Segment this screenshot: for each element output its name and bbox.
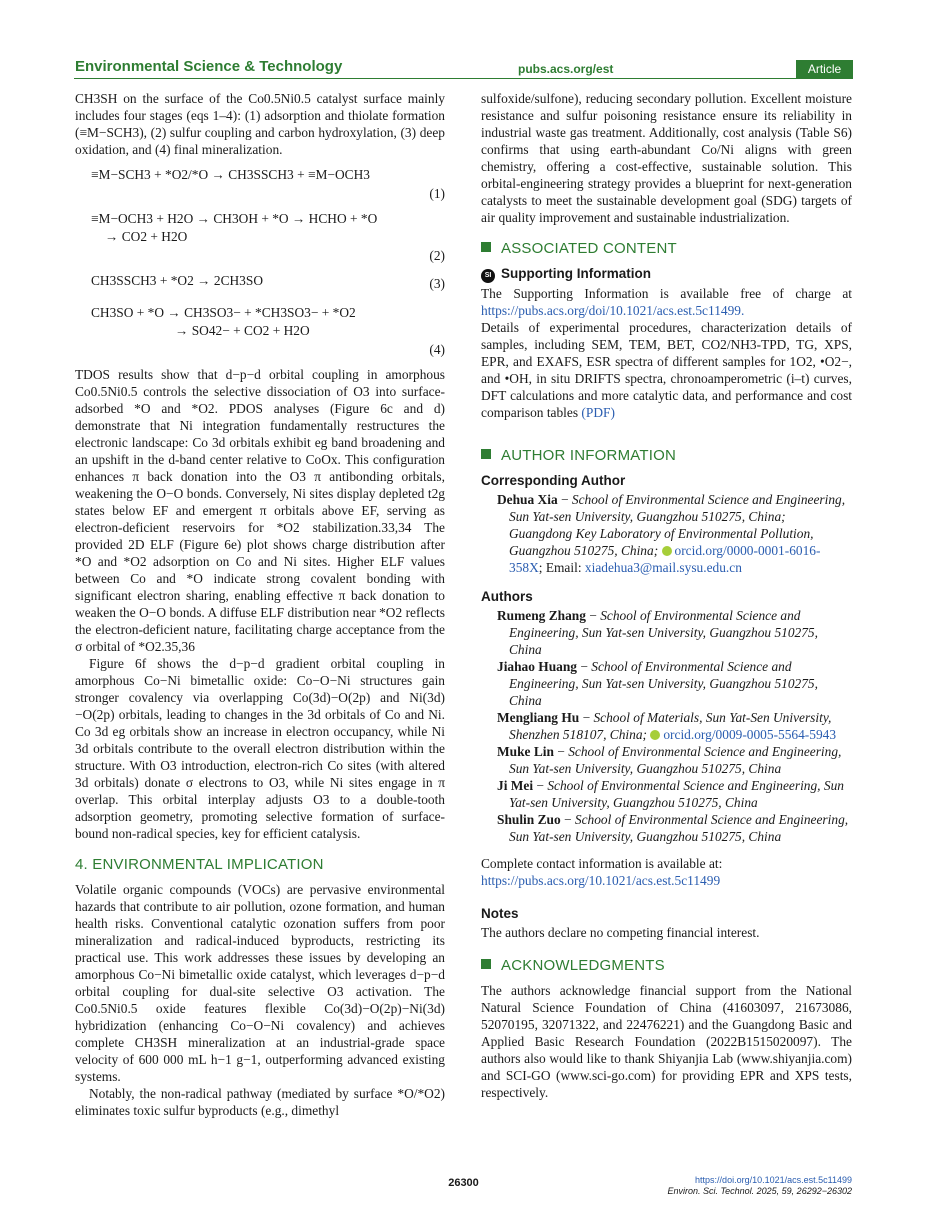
acknowledgments-text: The authors acknowledge financial support from the National Natural Science Foundation of China (41603097, 21673086, 52070195, 32071322, and 22476221) and the Guangdong Basic and Applied Basic Research Foundation (2022B1515020097). The authors also would like to thank Shiyanjia Lab (www.shiyanjia.com) and SCI-GO (www.sci-go.com) for providing EPR and XPS tests, respectively. bbox=[481, 983, 852, 1100]
corresponding-author-entry: Dehua Xia − School of Environmental Science and Engineering, Sun Yat-sen University, Guangzhou 510275, China; Guangdong Key Laboratory of Environmental Pollution, Guangzhou 510275, China; orcid.org/0000-0001-6016-358X; Email: xiadehua3@mail.sysu.edu.cn bbox=[497, 492, 846, 575]
right-column bbox=[481, 90, 852, 1101]
supporting-info-title: Supporting Information bbox=[501, 266, 651, 281]
paragraph-stages: CH3SH on the surface of the Co0.5Ni0.5 catalyst surface mainly includes four stages (eqs 1–4): (1) adsorption and thiolate formation (≡M−SCH3), (2) sulfur coupling and carbon hydroxylation, (3) deep oxidation, and (4) final mineralization. bbox=[75, 91, 445, 157]
paragraph-figure-6f: Figure 6f shows the d−p−d gradient orbital coupling in amorphous Co−Ni bimetallic oxide: Co−O−Ni structures gain stronger covalency via overlapping Co(3d)−O(2p) and Ni(3d)−O(2p) orbitals, leading to changes in the 3d orbitals of Co and Ni. Co 3d eg orbitals show an increase in electron occupancy, while Ni 3d orbitals contribute to the overall electron distribution within the structure. With O3 introduction, electron-rich Co sites (with altered 3d orbitals) donate σ electrons to O3, while Ni sites engage in π overlap. This orbital interplay adjusts O3 to a double-tooth adsorption geometry, promoting selective formation of surface-bound non-radical species, key for efficient catalysis. bbox=[75, 656, 445, 841]
page-number: 26300 bbox=[448, 1177, 479, 1189]
equation-2-continuation: → CO2 + H2O bbox=[105, 229, 188, 244]
section-4-title: 4. ENVIRONMENTAL IMPLICATION bbox=[75, 856, 324, 873]
equation-4-text: CH3SO + *O → CH3SO3− + *CH3SO3− + *O2 bbox=[91, 305, 356, 320]
article-badge: Article bbox=[796, 60, 853, 78]
author-affiliation: School of Materials, Sun Yat-Sen University, Shenzhen 518107, China; bbox=[509, 710, 832, 742]
author-affiliation: School of Environmental Science and Engineering, Sun Yat-sen University, Guangzhou 510275, China bbox=[509, 608, 818, 657]
author-affiliation: School of Environmental Science and Engineering, Sun Yat-sen University, Guangzhou 510275, China bbox=[509, 659, 818, 708]
orcid-link[interactable]: orcid.org/0009-0005-5564-5943 bbox=[663, 727, 837, 742]
orcid-icon bbox=[662, 546, 672, 556]
author-entry: Mengliang Hu − School of Materials, Sun Yat-Sen University, Shenzhen 518107, China; orcid.org/0009-0005-5564-5943 bbox=[497, 710, 837, 742]
footer-doi-link[interactable]: https://doi.org/10.1021/acs.est.5c11499 bbox=[695, 1175, 852, 1185]
left-column bbox=[75, 90, 445, 1119]
equation-1-number: (1) bbox=[429, 186, 445, 201]
author-name: Rumeng Zhang bbox=[497, 608, 586, 623]
paragraph-sulfoxide: sulfoxide/sulfone), reducing secondary pollution. Excellent moisture resistance and sulfur poisoning resistance ensure its reliability in industrial waste gas treatment. Additionally, cost analysis (Table S6) confirms that using earth-abundant Co/Ni aligns with green chemistry, offering a cost-effective, sustainable solution. This orbital-engineering strategy provides a blueprint for next-generation catalysts to meet the sustainable development goal (SDG) targets of air quality improvement and sustainable industrialization. bbox=[481, 91, 852, 225]
author-name: Mengliang Hu bbox=[497, 710, 580, 725]
si-pdf-link[interactable]: (PDF) bbox=[581, 405, 615, 420]
section-acknowledgments bbox=[481, 957, 852, 974]
author-affiliation: School of Environmental Science and Engineering, Sun Yat-sen University, Guangzhou 510275, China; Guangdong Key Laboratory of Environmental Pollution, Guangzhou 510275, China; bbox=[509, 492, 846, 558]
author-entry: Muke Lin − School of Environmental Science and Engineering, Sun Yat-sen University, Guangzhou 510275, China bbox=[497, 744, 842, 776]
journal-url[interactable]: pubs.acs.org/est bbox=[518, 62, 614, 76]
journal-title: Environmental Science & Technology bbox=[75, 58, 343, 75]
si-link[interactable]: https://pubs.acs.org/doi/10.1021/acs.est.5c11499. bbox=[481, 303, 745, 318]
equation-4 bbox=[75, 304, 445, 358]
footer-citation bbox=[667, 1175, 852, 1197]
author-entry: Rumeng Zhang − School of Environmental Science and Engineering, Sun Yat-sen University, Guangzhou 510275, China bbox=[497, 608, 818, 657]
equation-1-text: ≡M−SCH3 + *O2/*O → CH3SSCH3 + ≡M−OCH3 bbox=[91, 167, 370, 182]
supporting-info-text bbox=[481, 285, 852, 319]
contact-info bbox=[481, 855, 852, 889]
author-information-title: AUTHOR INFORMATION bbox=[501, 447, 676, 464]
equation-4-continuation: → SO42− + CO2 + H2O bbox=[175, 323, 310, 338]
paragraph-vocs: Volatile organic compounds (VOCs) are pervasive environmental hazards that contribute to air pollution, ozone formation, and human health risks. Conventional catalytic ozonation suffers from poor mineralization and radical-induced byproducts, restricting its practical use. This work addresses these issues by developing an amorphous Co−Ni bimetallic oxide catalyst, which leverages d−p−d orbital coupling for dual-site selective O3 activation. The Co0.5Ni0.5 oxide features flexible Co(3d)−O(2p)−Ni(3d) hybridization (enhancing Co−O−Ni covalency) and achieves complete CH3SH mineralization at an industrial-grade space velocity of 600 000 mL h−1 g−1, outperforming advanced existing systems. bbox=[75, 882, 445, 1084]
section-square-icon bbox=[481, 449, 491, 459]
author-entry: Shulin Zuo − School of Environmental Science and Engineering, Sun Yat-sen University, Guangzhou 510275, China bbox=[497, 812, 849, 844]
section-environmental-implication bbox=[75, 856, 445, 873]
email-label: ; Email: bbox=[538, 560, 582, 575]
paragraph-tdos: TDOS results show that d−p−d orbital coupling in amorphous Co0.5Ni0.5 controls the selective dissociation of O3 into surface-adsorbed *O and *O2. PDOS analyses (Figure 6c and d) demonstrate that Ni integration fundamentally restructures the electronic landscape: Co 3d orbitals exhibit eg band broadening and an upshift in the d-band center relative to CoOx. This configuration enhances π back donation into the O3 π antibonding orbitals, weakening the O−O bonds. Conversely, Ni sites display depleted t2g states below EF and emergent π orbitals above EF, serving as electron-deficient reservoirs for *O2 stabilization.33,34 The provided 2D ELF (Figure 6e) plot shows charge distribution after *O and *O2 adsorption on Co and Ni sites. Higher ELF values between Co and *O indicate strong covalent bonding with significant electron sharing, enabling effective π back donation to weaken the O−O bonds. A diffuse ELF distribution near *O2 reflects the electron-deficient nature, facilitating charge acceptance from the σ orbital of *O2.35,36 bbox=[75, 367, 445, 654]
associated-content-title: ASSOCIATED CONTENT bbox=[501, 240, 677, 257]
si-details-text: Details of experimental procedures, characterization details of samples, including SEM, TEM, BET, CO2/NH3-TPD, TG, XPS, EPR, and EXAFS, ESR spectra of different samples for 1O2, •O2−, and •OH, in situ DRIFTS spectra, chronoamperometric (i–t) curves, DFT calculations and more catalytic data, and performance and cost comparison tables bbox=[481, 320, 852, 420]
equation-3-text: CH3SSCH3 + *O2 → 2CH3SO bbox=[91, 273, 263, 288]
si-availability-text: The Supporting Information is available free of charge at bbox=[481, 286, 852, 301]
section-square-icon bbox=[481, 959, 491, 969]
email-link[interactable]: xiadehua3@mail.sysu.edu.cn bbox=[584, 560, 742, 575]
equation-2-number: (2) bbox=[429, 248, 445, 263]
author-affiliation: School of Environmental Science and Engineering, Sun Yat-sen University, Guangzhou 510275, China bbox=[509, 744, 842, 776]
author-list bbox=[481, 607, 852, 845]
author-name: Muke Lin bbox=[497, 744, 554, 759]
author-affiliation: School of Environmental Science and Engineering, Sun Yat-sen University, Guangzhou 510275, China bbox=[509, 778, 844, 810]
notes-heading: Notes bbox=[481, 906, 519, 921]
corresponding-author-heading: Corresponding Author bbox=[481, 473, 626, 488]
section-author-information bbox=[481, 447, 852, 464]
notes-text: The authors declare no competing financial interest. bbox=[481, 925, 760, 940]
author-entry: Jiahao Huang − School of Environmental Science and Engineering, Sun Yat-sen University, Guangzhou 510275, China bbox=[497, 659, 818, 708]
contact-text: Complete contact information is available at: bbox=[481, 856, 723, 871]
acknowledgments-title: ACKNOWLEDGMENTS bbox=[501, 957, 665, 974]
equation-3 bbox=[75, 272, 445, 292]
orcid-icon bbox=[650, 730, 660, 740]
equation-4-number: (4) bbox=[429, 342, 445, 357]
equation-2-text: ≡M−OCH3 + H2O → CH3OH + *O → HCHO + *O bbox=[91, 211, 378, 226]
equation-3-number: (3) bbox=[429, 276, 445, 291]
paragraph-non-radical: Notably, the non-radical pathway (mediated by surface *O/*O2) eliminates toxic sulfur byproducts (e.g., dimethyl bbox=[75, 1086, 445, 1118]
supporting-info-heading bbox=[481, 265, 852, 283]
author-affiliation: School of Environmental Science and Engineering, Sun Yat-sen University, Guangzhou 510275, China bbox=[509, 812, 849, 844]
footer-journal-citation: Environ. Sci. Technol. 2025, 59, 26292−26302 bbox=[667, 1186, 852, 1196]
si-details bbox=[481, 319, 852, 421]
author-name: Jiahao Huang bbox=[497, 659, 577, 674]
equation-2 bbox=[75, 210, 445, 264]
section-associated-content bbox=[481, 240, 852, 257]
authors-heading: Authors bbox=[481, 589, 533, 604]
contact-link[interactable]: https://pubs.acs.org/10.1021/acs.est.5c11499 bbox=[481, 873, 721, 888]
equation-1 bbox=[75, 166, 445, 202]
author-entry: Ji Mei − School of Environmental Science and Engineering, Sun Yat-sen University, Guangzhou 510275, China bbox=[497, 778, 844, 810]
author-name: Dehua Xia bbox=[497, 492, 558, 507]
orcid-link[interactable]: orcid.org/0000-0001-6016-358X bbox=[509, 543, 821, 575]
si-icon: SI bbox=[481, 269, 495, 283]
section-square-icon bbox=[481, 242, 491, 252]
author-name: Ji Mei bbox=[497, 778, 534, 793]
header-rule bbox=[74, 78, 853, 79]
author-name: Shulin Zuo bbox=[497, 812, 561, 827]
